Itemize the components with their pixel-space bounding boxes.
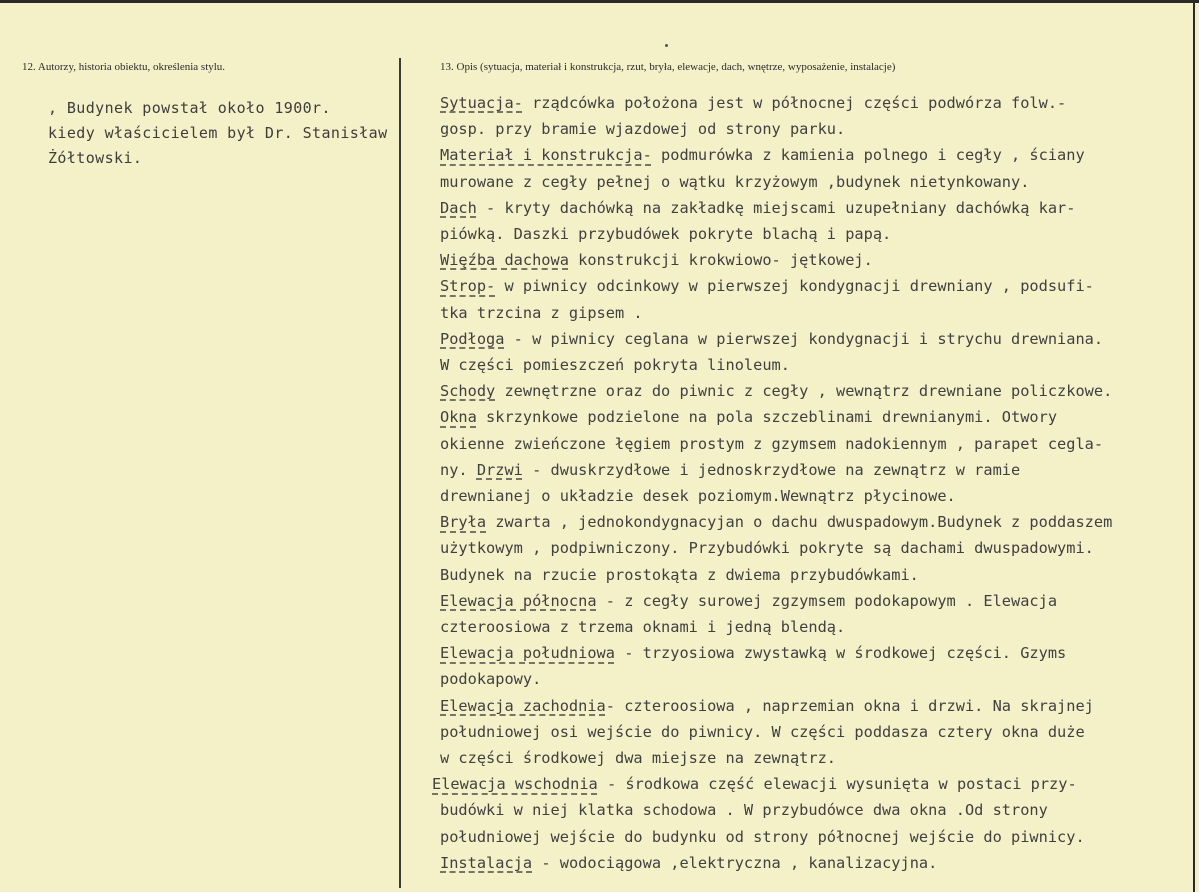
section-text: - kryty dachówką na zakładkę miejscami uzupełniany dachówką kar- bbox=[476, 198, 1076, 217]
section-text: okienne zwieńczone łęgiem prostym z gzymsem nadokiennym , parapet cegla- bbox=[440, 434, 1104, 453]
section-term: Sytuacja- bbox=[440, 94, 523, 112]
section-text: ny. bbox=[440, 460, 477, 479]
section-text: zewnętrzne oraz do piwnic z cegły , wewnątrz drewniane policzkowe. bbox=[495, 382, 1113, 401]
section-text: rządcówka położona jest w północnej części podwórza folw.- bbox=[522, 94, 1067, 112]
section-line bbox=[440, 745, 1190, 771]
section-text: drewnianej o układzie desek poziomym.Wewnątrz płycinowe. bbox=[440, 487, 956, 506]
section-text: południowej osi wejście do piwnicy. W części poddasza cztery okna duże bbox=[440, 722, 1085, 741]
history-text bbox=[48, 96, 398, 171]
left-column-header: 12. Autorzy, historia obiektu, określenia stylu. bbox=[22, 61, 226, 73]
section-line bbox=[440, 352, 1190, 378]
section-line bbox=[440, 247, 1190, 273]
section-line bbox=[440, 509, 1190, 535]
section-term: Instalacja bbox=[440, 853, 533, 872]
section-term: Bryła bbox=[440, 513, 487, 532]
column-divider bbox=[399, 58, 401, 888]
section-text: w części środkowej dwa miejsze na zewnątrz. bbox=[440, 749, 837, 768]
section-term: Materiał i konstrukcja- bbox=[440, 146, 652, 165]
section-text: podmurówka z kamienia polnego i cegły , ściany bbox=[651, 146, 1085, 165]
section-text: czteroosiowa z trzema oknami i jedną blendą. bbox=[440, 618, 846, 637]
section-term: Okna bbox=[440, 408, 477, 427]
section-line bbox=[440, 640, 1190, 666]
section-text: użytkowym , podpiwniczony. Przybudówki pokryte są dachami dwuspadowymi. bbox=[440, 539, 1094, 558]
section-line bbox=[440, 693, 1190, 719]
section-line bbox=[440, 588, 1190, 614]
section-line bbox=[440, 719, 1190, 745]
section-line bbox=[440, 666, 1190, 692]
section-text: W części pomieszczeń pokryta linoleum. bbox=[440, 356, 790, 375]
section-line bbox=[440, 614, 1190, 640]
section-text: gosp. przy bramie wjazdowej od strony parku. bbox=[440, 120, 846, 139]
section-term: Elewacja wschodnia bbox=[432, 775, 598, 794]
section-line bbox=[440, 431, 1190, 457]
section-line bbox=[440, 116, 1190, 142]
section-term: Dach bbox=[440, 198, 477, 217]
section-line bbox=[440, 457, 1190, 483]
section-text: tka trzcina z gipsem . bbox=[440, 303, 643, 322]
section-text: zwarta , jednokondygnacyjan o dachu dwuspadowym.Budynek z poddaszem bbox=[486, 513, 1113, 532]
section-text: - w piwnicy ceglana w pierwszej kondygnacji i strychu drewniana. bbox=[504, 329, 1104, 348]
section-line bbox=[440, 169, 1190, 195]
right-column-header: 13. Opis (sytuacja, materiał i konstrukcja, rzut, bryła, elewacje, dach, wnętrze, wyposażenie, instalacje) bbox=[440, 61, 896, 73]
section-line bbox=[440, 797, 1190, 823]
section-term: Strop- bbox=[440, 277, 496, 296]
top-border bbox=[0, 0, 1199, 3]
section-text: - dwuskrzydłowe i jednoskrzydłowe na zewnątrz w ramie bbox=[522, 460, 1021, 479]
section-text: - z cegły surowej zgzymsem podokapowym . Elewacja bbox=[596, 591, 1058, 610]
section-term: Więźba dachowa bbox=[440, 251, 569, 270]
section-text: podokapowy. bbox=[440, 670, 542, 689]
section-line bbox=[440, 850, 1190, 876]
section-line bbox=[440, 326, 1190, 352]
section-text: piówką. Daszki przybudówek pokryte blachą i papą. bbox=[440, 225, 892, 244]
section-line bbox=[440, 824, 1190, 850]
section-term: Elewacja północna bbox=[440, 591, 597, 610]
right-border bbox=[1193, 0, 1195, 892]
section-line bbox=[440, 404, 1190, 430]
section-text: - trzyosiowa zwystawką w środkowej części. Gzyms bbox=[614, 644, 1067, 663]
history-line: , Budynek powstał około 1900r. bbox=[48, 99, 331, 117]
section-text: budówki w niej klatka schodowa . W przybudówce dwa okna .Od strony bbox=[440, 801, 1048, 820]
section-line bbox=[432, 771, 1190, 797]
section-line bbox=[440, 142, 1190, 168]
section-text: Budynek na rzucie prostokąta z dwiema przybudówkami. bbox=[440, 565, 919, 584]
section-term: Schody bbox=[440, 382, 496, 401]
section-line bbox=[440, 195, 1190, 221]
section-text: skrzynkowe podzielone na pola szczeblinami drewnianymi. Otwory bbox=[476, 408, 1058, 427]
section-text: - środkowa część elewacji wysunięta w postaci przy- bbox=[597, 775, 1077, 794]
section-text: - czteroosiowa , naprzemian okna i drzwi. Na skrajnej bbox=[605, 696, 1094, 715]
section-text: w piwnicy odcinkowy w pierwszej kondygnacji drewniany , podsufi- bbox=[495, 277, 1094, 296]
section-line bbox=[440, 483, 1190, 509]
section-line bbox=[440, 535, 1190, 561]
section-line bbox=[440, 300, 1190, 326]
section-line bbox=[440, 90, 1190, 116]
section-text: murowane z cegły pełnej o wątku krzyżowym ,budynek nietynkowany. bbox=[440, 172, 1030, 191]
section-term: Elewacja południowa bbox=[440, 644, 615, 663]
section-term: Elewacja zachodnia bbox=[440, 696, 606, 715]
ink-dot bbox=[665, 44, 668, 47]
section-term: Drzwi bbox=[476, 460, 523, 479]
section-line bbox=[440, 562, 1190, 588]
section-line bbox=[440, 378, 1190, 404]
description-text bbox=[432, 90, 1190, 876]
section-line bbox=[440, 273, 1190, 299]
section-text: - wodociągowa ,elektryczna , kanalizacyjna. bbox=[532, 853, 938, 872]
history-line: kiedy właścicielem był Dr. Stanisław bbox=[48, 124, 388, 142]
section-line bbox=[440, 221, 1190, 247]
section-term: Podłoga bbox=[440, 329, 505, 348]
section-text: południowej wejście do budynku od strony północnej wejście do piwnicy. bbox=[440, 827, 1085, 846]
history-line: Żółtowski. bbox=[48, 149, 143, 167]
section-text: konstrukcji krokwiowo- jętkowej. bbox=[568, 251, 873, 270]
